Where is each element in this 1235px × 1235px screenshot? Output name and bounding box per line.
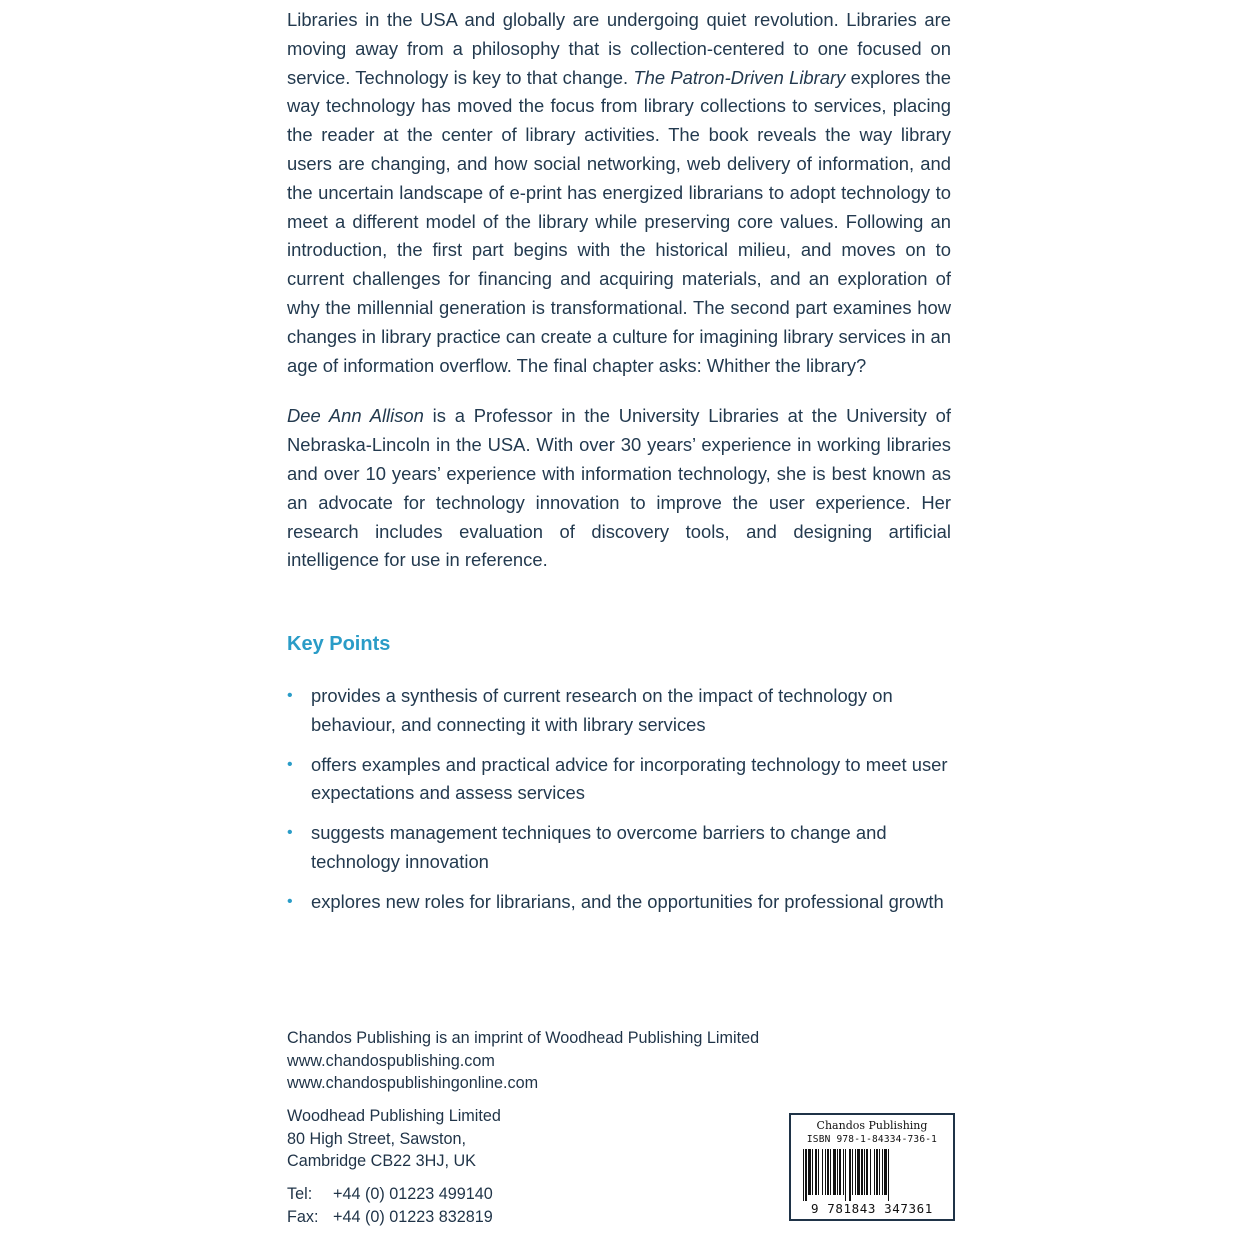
barcode-bar: [803, 1149, 804, 1201]
fax-row: [287, 1206, 493, 1229]
barcode-bar: [822, 1149, 823, 1195]
barcode-bar: [818, 1149, 819, 1195]
barcode-bar: [861, 1149, 863, 1195]
bullet-icon: •: [287, 824, 293, 842]
key-points-heading: Key Points: [287, 633, 391, 655]
barcode-bar: [857, 1149, 860, 1195]
key-point-text: suggests management techniques to overcome barriers to change and technology innovation: [311, 822, 887, 872]
key-point-item: [287, 888, 955, 917]
barcode-bar: [812, 1149, 813, 1195]
publisher-contact-block: [287, 1183, 493, 1228]
barcode-bar: [855, 1149, 856, 1195]
barcode-bar: [882, 1149, 883, 1195]
barcode-bar: [874, 1149, 875, 1195]
publisher-address-block: [287, 1105, 501, 1173]
barcode-bar: [815, 1149, 817, 1195]
barcode-publisher: Chandos Publishing: [816, 1119, 928, 1132]
barcode-bar: [837, 1149, 838, 1195]
barcode-bar: [870, 1149, 871, 1195]
company-name: Woodhead Publishing Limited: [287, 1107, 501, 1125]
barcode-bar: [839, 1149, 841, 1195]
isbn-barcode: [789, 1113, 955, 1221]
key-point-text: provides a synthesis of current research on the impact of technology on behaviour, and connecting it with library services: [311, 685, 893, 735]
website-link-1: www.chandospublishing.com: [287, 1051, 495, 1070]
fax-label: Fax:: [287, 1207, 319, 1226]
barcode-bar: [808, 1149, 811, 1195]
publisher-imprint-block: [287, 1027, 759, 1095]
tel-number: +44 (0) 01223 499140: [333, 1185, 493, 1203]
key-points-list: [287, 682, 955, 928]
author-bio: [287, 402, 951, 575]
author-name: Dee Ann Allison: [287, 405, 424, 427]
description-block: [287, 6, 951, 575]
tel-row: [287, 1183, 493, 1206]
fax-number: +44 (0) 01223 832819: [333, 1207, 493, 1226]
address-line-2: Cambridge CB22 3HJ, UK: [287, 1152, 476, 1170]
barcode-bar: [825, 1149, 826, 1195]
tel-label: Tel:: [287, 1185, 313, 1203]
key-point-item: [287, 682, 955, 740]
barcode-isbn: ISBN 978-1-84334-736-1: [806, 1134, 938, 1145]
website-link-2: www.chandospublishingonline.com: [287, 1074, 539, 1092]
key-point-text: explores new roles for librarians, and the opportunities for professional growth: [311, 890, 944, 912]
barcode-bar: [830, 1149, 831, 1195]
barcode-bar: [827, 1149, 829, 1195]
barcode-bar: [888, 1149, 889, 1201]
bullet-icon: •: [287, 892, 293, 910]
barcode-bars-icon: [801, 1149, 945, 1201]
imprint-line: Chandos Publishing is an imprint of Woodhead Publishing Limited: [287, 1029, 760, 1047]
key-point-item: [287, 819, 955, 877]
barcode-bar: [864, 1149, 865, 1195]
barcode-bar: [833, 1149, 836, 1195]
barcode-digits: 9 781843 347361: [811, 1201, 933, 1216]
bullet-icon: •: [287, 755, 293, 773]
key-point-text: offers examples and practical advice for incorporating technology to meet user expectations and assess services: [311, 753, 948, 804]
barcode-bar: [866, 1149, 868, 1195]
barcode-bar: [879, 1149, 880, 1195]
bullet-icon: •: [287, 687, 293, 704]
barcode-bar: [876, 1149, 878, 1195]
barcode-bar: [884, 1149, 887, 1195]
author-bio-text: is a Professor in the University Libraries at the University of Nebraska-Lincoln in the USA. With over 30 years’ experience in working libraries and over 10 years’ experience with information technology, she is best known as an advocate for technology innovation to improve the user experience. Her research includes evaluation of discovery tools, and designing artificial intelligence for use in reference.: [287, 405, 951, 571]
description-text-2: explores the way technology has moved the focus from library collections to services, placing the reader at the center of library activities. The book reveals the way library users are changing, and how social networking, web delivery of information, and the uncertain landscape of e-print has energized librarians to adopt technology to meet a different model of the library while preserving core values. Following an introduction, the first part begins with the historical milieu, and moves on to current challenges for financing and acquiring materials, and an exploration of why the millennial generation is transformational. The second part examines how changes in library practice can create a culture for imagining library services in an age of information overflow. The final chapter asks: Whither the library?: [287, 66, 951, 376]
barcode-bar: [843, 1149, 844, 1195]
barcode-bar: [849, 1149, 851, 1201]
barcode-bar: [852, 1149, 853, 1195]
barcode-bar: [805, 1149, 807, 1201]
key-point-item: [287, 751, 955, 809]
description-text-1: Libraries in the USA and globally are undergoing quiet revolution. Libraries are moving away from a philosophy that is collection-centered to one focused on service. Technology is key to that change.: [287, 9, 951, 88]
address-line-1: 80 High Street, Sawston,: [287, 1129, 467, 1148]
book-title: The Patron-Driven Library: [633, 66, 846, 88]
barcode-bar: [845, 1149, 846, 1201]
book-description: [287, 6, 951, 380]
